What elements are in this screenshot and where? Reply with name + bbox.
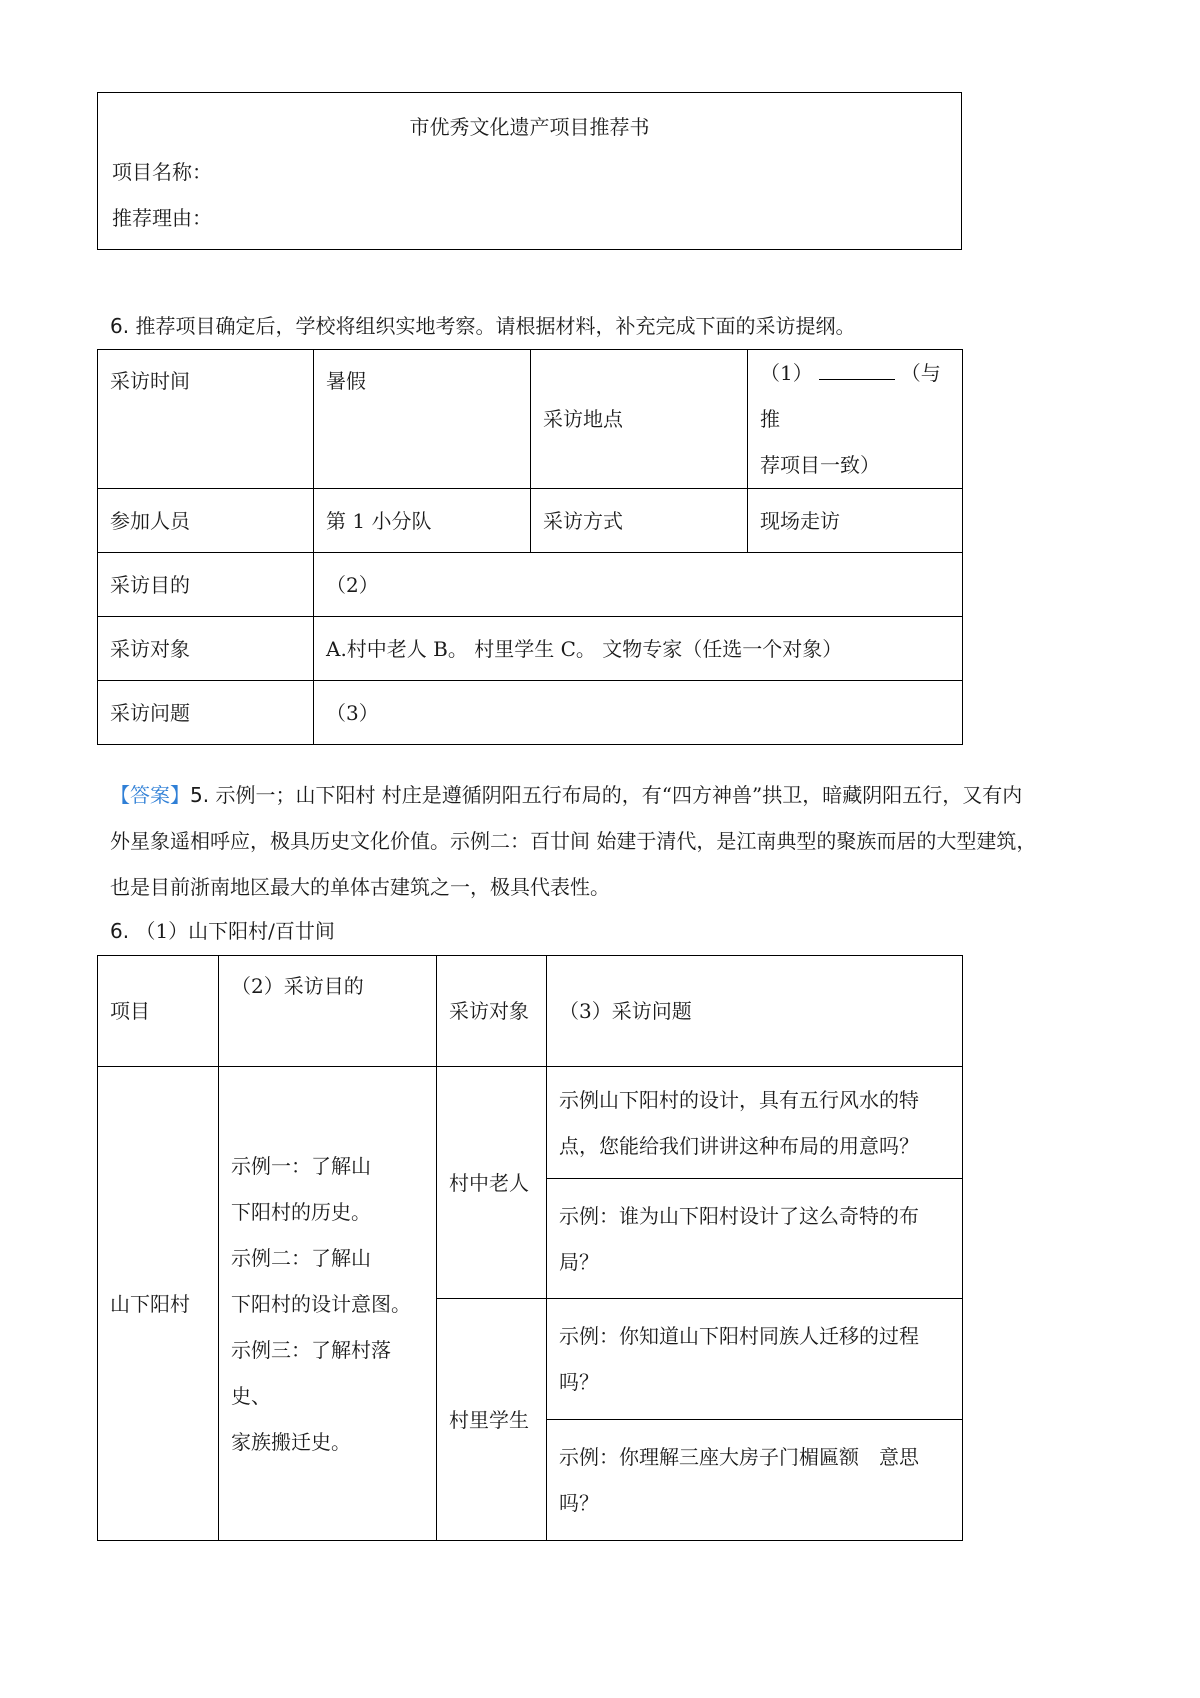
interview-outline-table	[97, 349, 963, 745]
question-cell	[547, 1179, 963, 1299]
question-line: 示例：谁为山下阳村设计了这么奇特的布	[559, 1203, 919, 1228]
answer-6	[110, 915, 335, 944]
method-label: 采访方式	[531, 489, 748, 553]
form-title: 市优秀文化遗产项目推荐书	[409, 115, 650, 139]
question-6	[110, 310, 855, 339]
question-cell	[547, 1299, 963, 1420]
place-suffix-1: （与推	[760, 361, 941, 431]
answer-6-text: （1）山下阳村/百廿间	[135, 919, 335, 943]
target-label: 采访对象	[98, 617, 314, 681]
purpose-line: 示例三：了解村落史、	[231, 1337, 391, 1408]
question-cell	[547, 1067, 963, 1179]
question-line: 吗？	[559, 1370, 599, 1394]
answer-line-3: 也是目前浙南地区最大的单体古建筑之一，极具代表性。	[110, 875, 610, 899]
answer-text-1: 示例一；山下阳村 村庄是遵循阴阳五行布局的，有“四方神兽”拱卫，暗藏阴阳五行，又有内	[215, 783, 1023, 807]
header-project: 项目	[98, 956, 219, 1067]
answer-tag: 【答案】	[110, 783, 190, 807]
recommendation-form-box	[97, 92, 962, 250]
table-row	[98, 681, 963, 745]
answer-section	[110, 772, 1100, 910]
members-value: 第 1 小分队	[314, 489, 531, 553]
purpose-label: 采访目的	[98, 553, 314, 617]
place-prefix: （1）	[760, 361, 813, 385]
answer-blank	[819, 357, 895, 380]
project-name: 山下阳村	[98, 1067, 219, 1541]
table-row	[98, 553, 963, 617]
answer-line-1	[110, 772, 1100, 818]
table-row	[98, 489, 963, 553]
question-line: 局？	[559, 1249, 599, 1274]
purpose-line: 示例一：了解山	[231, 1153, 371, 1178]
answer-6-number: 6.	[110, 919, 130, 943]
question-line: 示例：你知道山下阳村同族人迁移的过程	[559, 1324, 919, 1348]
question-number: 6.	[110, 314, 130, 338]
members-label: 参加人员	[98, 489, 314, 553]
target-value: A.村中老人 B。 村里学生 C。 文物专家（任选一个对象）	[314, 617, 963, 681]
header-purpose: （2）采访目的	[219, 956, 437, 1067]
question-line: 示例：你理解三座大房子门楣匾额 意思	[559, 1445, 919, 1469]
answer-line-2: 外星象遥相呼应，极具历史文化价值。示例二：百廿间 始建于清代，是江南典型的聚族而居的大型建筑，	[110, 829, 1037, 853]
purpose-line: 家族搬迁史。	[231, 1429, 351, 1454]
reason-label: 推荐理由：	[112, 206, 212, 230]
table-row	[98, 617, 963, 681]
question-line: 点，您能给我们讲讲这种布局的用意吗？	[559, 1133, 919, 1158]
table-row	[98, 1067, 963, 1179]
questions-label: 采访问题	[98, 681, 314, 745]
answer-number: 5.	[190, 783, 210, 807]
time-value: 暑假	[314, 350, 531, 489]
method-value: 现场走访	[748, 489, 963, 553]
place-label: 采访地点	[531, 350, 748, 489]
header-target: 采访对象	[437, 956, 547, 1067]
question-line: 吗？	[559, 1491, 599, 1515]
purpose-value: （2）	[314, 553, 963, 617]
question-text: 推荐项目确定后，学校将组织实地考察。请根据材料，补充完成下面的采访提纲。	[135, 314, 856, 338]
questions-value: （3）	[314, 681, 963, 745]
purpose-line: 下阳村的设计意图。	[231, 1291, 411, 1316]
purpose-line: 示例二：了解山	[231, 1245, 371, 1270]
place-suffix-2: 荐项目一致）	[760, 453, 880, 477]
target-elders: 村中老人	[437, 1067, 547, 1299]
place-value	[748, 350, 963, 489]
question-line: 示例山下阳村的设计，具有五行风水的特	[559, 1087, 919, 1112]
header-questions: （3）采访问题	[547, 956, 963, 1067]
answer-table	[97, 955, 963, 1541]
purpose-line: 下阳村的历史。	[231, 1199, 371, 1224]
question-cell	[547, 1420, 963, 1541]
target-students: 村里学生	[437, 1299, 547, 1541]
project-name-label: 项目名称：	[112, 160, 212, 184]
table-row	[98, 956, 963, 1067]
time-label: 采访时间	[98, 350, 314, 489]
purpose-examples	[219, 1067, 437, 1541]
table-row	[98, 350, 963, 489]
